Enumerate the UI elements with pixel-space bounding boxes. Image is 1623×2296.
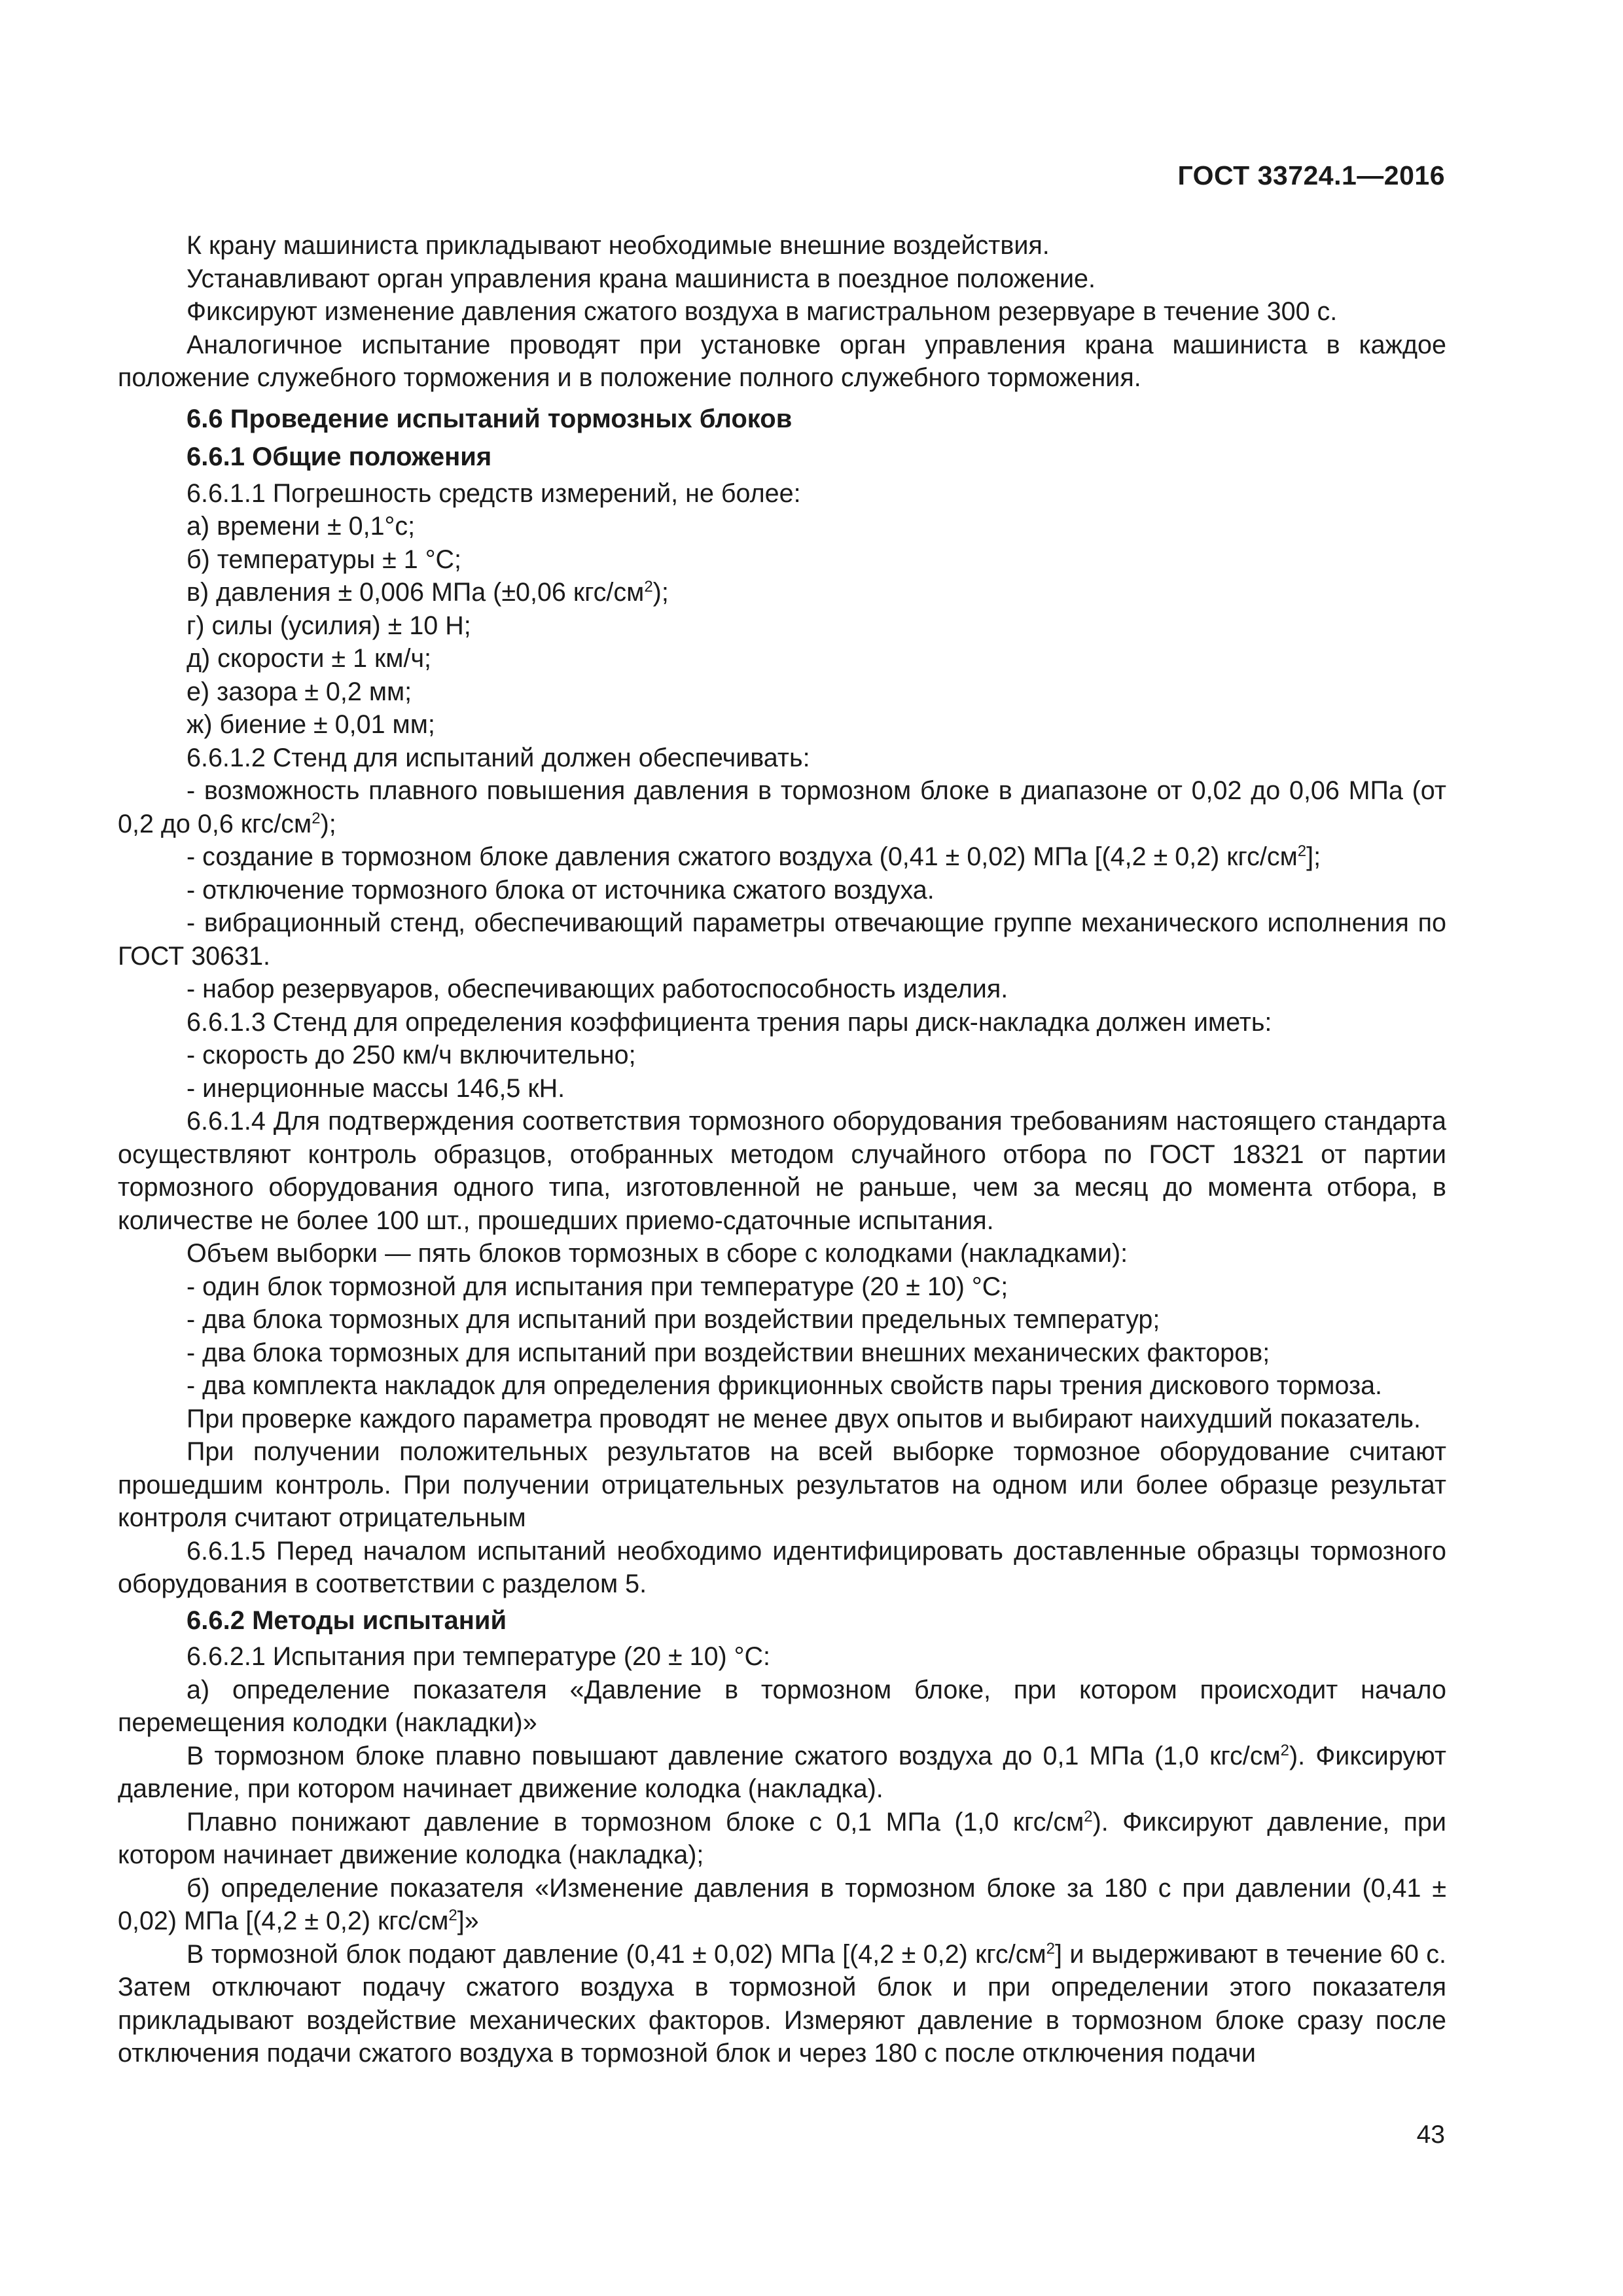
paragraph: Объем выборки — пять блоков тормозных в сборе с колодками (накладками): xyxy=(187,1239,1128,1268)
list-item: д) скорости ± 1 км/ч; xyxy=(187,644,431,673)
dash-item: - инерционные массы 146,5 кН. xyxy=(187,1073,565,1103)
clause-6-6-1-2: 6.6.1.2 Стенд для испытаний должен обеспечивать: xyxy=(187,743,810,772)
paragraph: При проверке каждого параметра проводят не менее двух опытов и выбирают наихудший показатель. xyxy=(187,1404,1421,1433)
clause-6-6-1-3: 6.6.1.3 Стенд для определения коэффициента трения пары диск-накладка должен иметь: xyxy=(187,1007,1272,1037)
paragraph: Устанавливают орган управления крана машиниста в поездное положение. xyxy=(187,264,1096,293)
section-heading-6-6: 6.6 Проведение испытаний тормозных блоков xyxy=(187,404,793,433)
clause-6-6-2-1: 6.6.2.1 Испытания при температуре (20 ± 10) °С: xyxy=(187,1642,770,1671)
list-item: г) силы (усилия) ± 10 Н; xyxy=(187,611,471,640)
dash-item: - вибрационный стенд, обеспечивающий параметры отвечающие группе механического исполнения по ГОСТ 30631. xyxy=(118,908,1446,971)
paragraph: Фиксируют изменение давления сжатого воздуха в магистральном резервуаре в течение 300 с. xyxy=(187,297,1338,326)
dash-item: - создание в тормозном блоке давления сжатого воздуха (0,41 ± 0,02) МПа [(4,2 ± 0,2) кгс/$см^2$]; xyxy=(187,842,1321,871)
dash-item: - два блока тормозных для испытаний при воздействии предельных температур; xyxy=(187,1305,1160,1334)
paragraph: В тормозном блоке плавно повышают давление сжатого воздуха до 0,1 МПа (1,0 кгс/$см^2$). Фиксируют давление, при котором начинает движение колодка (накладка). xyxy=(118,1741,1446,1803)
page-body xyxy=(118,229,1446,2070)
clause-6-6-1-1: 6.6.1.1 Погрешность средств измерений, не более: xyxy=(187,478,801,508)
dash-item: - два комплекта накладок для определения фрикционных свойств пары трения дискового тормоза. xyxy=(187,1371,1383,1400)
section-heading-6-6-1: 6.6.1 Общие положения xyxy=(187,442,492,471)
dash-item: - один блок тормозной для испытания при температуре (20 ± 10) °С; xyxy=(187,1272,1008,1301)
section-heading-6-6-2: 6.6.2 Методы испытаний xyxy=(187,1605,507,1635)
list-item: ж) биение ± 0,01 мм; xyxy=(187,710,435,739)
paragraph: К крану машиниста прикладывают необходимые внешние воздействия. xyxy=(187,231,1050,260)
dash-item: - скорость до 250 км/ч включительно; xyxy=(187,1041,636,1069)
paragraph: Плавно понижают давление в тормозном блоке с 0,1 МПа (1,0 кгс/$см^2$). Фиксируют давление, при котором начинает движение колодка (накладка); xyxy=(118,1807,1446,1869)
paragraph: В тормозной блок подают давление (0,41 ± 0,02) МПа [(4,2 ± 0,2) кгс/$см^2$] и выдерживают в течение 60 с. Затем отключают подачу сжатого воздуха в тормозной блок и при определении этого показателя прикладывают воздействие механических факторов. Измеряют давление в тормозном блоке сразу после отключения подачи сжатого воздуха в тормозной блок и через 180 с после отключения подачи xyxy=(118,1939,1446,2068)
dash-item: - набор резервуаров, обеспечивающих работоспособность изделия. xyxy=(187,975,1008,1003)
dash-item: - возможность плавного повышения давления в тормозном блоке в диапазоне от 0,02 до 0,06 МПа (от 0,2 до 0,6 кгс/$см^2$); xyxy=(118,776,1446,838)
paragraph: При получении положительных результатов на всей выборке тормозное оборудование считают прошедшим контроль. При получении отрицательных результатов на одном или более образце результат контроля считают отрицательным xyxy=(118,1437,1446,1532)
list-item: а) времени ± 0,1°с; xyxy=(187,512,416,541)
document-code-header: ГОСТ 33724.1—2016 xyxy=(1177,160,1445,190)
page-number: 43 xyxy=(1416,2121,1445,2149)
clause-6-6-1-4: 6.6.1.4 Для подтверждения соответствия тормозного оборудования требованиям настоящего стандарта осуществляют контроль образцов, отобранных методом случайного отбора по ГОСТ 18321 от партии тормозного оборудования одного типа, изготовленной не раньше, чем за месяц до момента отбора, в количестве не более 100 шт., прошедших приемо-сдаточные испытания. xyxy=(118,1107,1446,1235)
paragraph: а) определение показателя «Давление в тормозном блоке, при котором происходит начало перемещения колодки (накладки)» xyxy=(118,1675,1446,1737)
list-item: б) температуры ± 1 °С; xyxy=(187,545,462,574)
dash-item: - отключение тормозного блока от источника сжатого воздуха. xyxy=(187,875,935,905)
clause-6-6-1-5: 6.6.1.5 Перед началом испытаний необходимо идентифицировать доставленные образцы тормозного оборудования в соответствии с разделом 5. xyxy=(118,1536,1446,1598)
list-item: в) давления ± 0,006 МПа (±0,06 кгс/$см^2$); xyxy=(187,578,669,607)
dash-item: - два блока тормозных для испытаний при воздействии внешних механических факторов; xyxy=(187,1338,1270,1367)
list-item: е) зазора ± 0,2 мм; xyxy=(187,677,412,706)
paragraph: б) определение показателя «Изменение давления в тормозном блоке за 180 с при давлении (0,41 ± 0,02) МПа [(4,2 ± 0,2) кгс/$см^2$]» xyxy=(118,1873,1446,1935)
paragraph: Аналогичное испытание проводят при установке орган управления крана машиниста в каждое положение служебного торможения и в положение полного служебного торможения. xyxy=(118,330,1446,392)
